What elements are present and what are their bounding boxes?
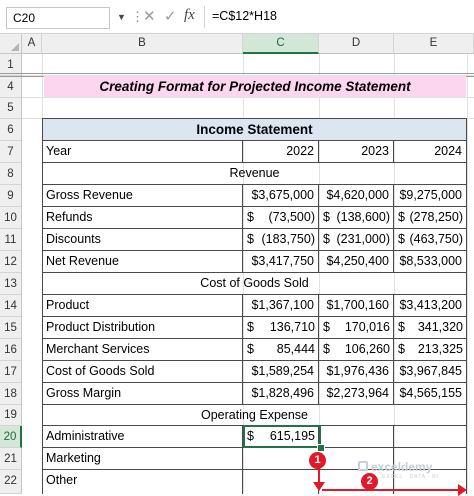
currency-symbol: $ [247, 320, 254, 334]
year-2024[interactable]: 2024 [394, 141, 467, 163]
product-distribution-2022[interactable] [243, 317, 319, 339]
table-header[interactable]: Income Statement [43, 119, 467, 141]
row-header-16[interactable]: 16 [0, 339, 22, 361]
more-options-icon: ⋮ [131, 9, 143, 24]
column-header-c[interactable]: C [243, 34, 319, 54]
product-2023[interactable]: $1,700,160 [319, 295, 394, 317]
active-cell-selection [243, 425, 321, 448]
refunds-2023[interactable] [319, 207, 394, 229]
currency-symbol: $ [398, 320, 405, 334]
discounts-2024[interactable] [394, 229, 467, 251]
column-header-b[interactable]: B [42, 34, 243, 54]
cogs-2023[interactable]: $1,976,436 [319, 361, 394, 383]
row-header-20[interactable]: 20 [0, 426, 22, 448]
row-header-5[interactable]: 5 [0, 98, 22, 119]
merchant-services-2022[interactable] [243, 339, 319, 361]
column-header-e[interactable]: E [394, 34, 474, 54]
gross-revenue-2022[interactable]: $3,675,000 [243, 185, 319, 207]
product-distribution-2024[interactable] [394, 317, 467, 339]
cell-value: 341,320 [417, 320, 463, 334]
check-icon[interactable]: ✓ [164, 8, 177, 25]
year-2023[interactable]: 2023 [319, 141, 394, 163]
row-label-cost-of-goods-sold[interactable]: Cost of Goods Sold [43, 361, 243, 383]
merchant-services-2024[interactable] [394, 339, 467, 361]
exceldemy-logo-icon [358, 461, 368, 471]
arrow-right-icon [458, 484, 467, 496]
section-cogs[interactable]: Cost of Goods Sold [43, 273, 467, 295]
formula-bar [0, 0, 474, 34]
row-header-14[interactable]: 14 [0, 295, 22, 317]
merchant-services-2023[interactable] [319, 339, 394, 361]
cell-value: 136,710 [269, 320, 315, 334]
currency-symbol: $ [247, 210, 254, 224]
row-header-10[interactable]: 10 [0, 207, 22, 229]
year-2022[interactable]: 2022 [243, 141, 319, 163]
row-header-8[interactable]: 8 [0, 163, 22, 185]
cogs-2024[interactable]: $3,967,845 [394, 361, 467, 383]
gross-margin-2024[interactable]: $4,565,155 [394, 383, 467, 405]
hidden-rows-indicator [0, 73, 474, 74]
row-header-7[interactable]: 7 [0, 141, 22, 163]
gridline [467, 54, 468, 494]
row-label-marketing[interactable]: Marketing [43, 448, 243, 470]
currency-symbol: $ [247, 342, 254, 356]
product-distribution-2023[interactable] [319, 317, 394, 339]
row-header-17[interactable]: 17 [0, 361, 22, 383]
currency-symbol: $ [323, 210, 330, 224]
row-header-15[interactable]: 15 [0, 317, 22, 339]
cell-value: 615,195 [269, 429, 315, 443]
gross-revenue-2024[interactable]: $9,275,000 [394, 185, 467, 207]
product-2024[interactable]: $3,413,200 [394, 295, 467, 317]
cell-value: (183,750) [261, 232, 315, 246]
row-header-9[interactable]: 9 [0, 185, 22, 207]
row-label-product-distribution[interactable]: Product Distribution [43, 317, 243, 339]
refunds-2022[interactable] [243, 207, 319, 229]
row-label-net-revenue[interactable]: Net Revenue [43, 251, 243, 273]
sheet-title[interactable]: Creating Format for Projected Income Statement [44, 76, 466, 97]
cell-value: (278,250) [409, 210, 463, 224]
row-label-gross-margin[interactable]: Gross Margin [43, 383, 243, 405]
watermark-name: exceldemy [371, 460, 433, 474]
drag-right-arrow-line [322, 489, 462, 491]
formula-input[interactable]: =C$12*H18 [212, 9, 277, 23]
section-operating-expense[interactable]: Operating Expense [43, 405, 467, 426]
name-box[interactable]: C20 [6, 7, 110, 29]
row-label-discounts[interactable]: Discounts [43, 229, 243, 251]
discounts-2023[interactable] [319, 229, 394, 251]
net-revenue-2022[interactable]: $3,417,750 [243, 251, 319, 273]
row-header-18[interactable]: 18 [0, 383, 22, 405]
currency-symbol: $ [247, 232, 254, 246]
row-header-11[interactable]: 11 [0, 229, 22, 251]
marketing-2022[interactable] [243, 448, 319, 470]
cell-value: (463,750) [409, 232, 463, 246]
administrative-2024[interactable] [394, 426, 467, 448]
row-label-refunds[interactable]: Refunds [43, 207, 243, 229]
row-label-product[interactable]: Product [43, 295, 243, 317]
cogs-2022[interactable]: $1,589,254 [243, 361, 319, 383]
cell-value: (231,000) [336, 232, 390, 246]
other-2022[interactable] [243, 470, 319, 494]
net-revenue-2023[interactable]: $4,250,400 [319, 251, 394, 273]
row-header-19[interactable]: 19 [0, 405, 22, 426]
currency-symbol: $ [398, 232, 405, 246]
column-header-a[interactable]: A [22, 34, 42, 54]
currency-symbol: $ [247, 429, 254, 443]
row-header-13[interactable]: 13 [0, 273, 22, 295]
formula-bar-divider [204, 6, 205, 28]
year-label[interactable]: Year [43, 141, 243, 163]
insert-function-button[interactable]: fx [184, 7, 195, 23]
section-revenue[interactable]: Revenue [43, 163, 467, 185]
select-all-button[interactable] [0, 34, 22, 54]
row-header-6[interactable]: 6 [0, 119, 22, 141]
gross-margin-2023[interactable]: $2,273,964 [319, 383, 394, 405]
gross-revenue-2023[interactable]: $4,620,000 [319, 185, 394, 207]
row-header-12[interactable]: 12 [0, 251, 22, 273]
product-2022[interactable]: $1,367,100 [243, 295, 319, 317]
net-revenue-2024[interactable]: $8,533,000 [394, 251, 467, 273]
column-header-d[interactable]: D [319, 34, 394, 54]
watermark-tagline: EXCEL · DATA · BI [382, 474, 439, 480]
row-label-other[interactable]: Other [43, 470, 243, 494]
step-marker-2: 2 [361, 473, 378, 490]
gridline [22, 97, 474, 98]
cell-value: (73,500) [268, 210, 315, 224]
row-header-1[interactable]: 1 [0, 54, 22, 76]
currency-symbol: $ [323, 232, 330, 246]
refunds-2024[interactable] [394, 207, 467, 229]
currency-symbol: $ [398, 210, 405, 224]
cell-value: 85,444 [276, 342, 315, 356]
cell-value: 213,325 [417, 342, 463, 356]
cell-value: (138,600) [336, 210, 390, 224]
gross-margin-2022[interactable]: $1,828,496 [243, 383, 319, 405]
currency-symbol: $ [323, 342, 330, 356]
administrative-2023[interactable] [319, 426, 394, 448]
currency-symbol: $ [323, 320, 330, 334]
row-header-21[interactable]: 21 [0, 448, 22, 470]
row-label-merchant-services[interactable]: Merchant Services [43, 339, 243, 361]
row-label-gross-revenue[interactable]: Gross Revenue [43, 185, 243, 207]
name-box-dropdown-icon[interactable]: ▼ [117, 12, 126, 22]
select-all-icon [11, 43, 19, 51]
row-header-22[interactable]: 22 [0, 470, 22, 494]
cell-value: 170,016 [344, 320, 390, 334]
fill-handle[interactable] [317, 444, 325, 452]
cell-value: 106,260 [344, 342, 390, 356]
step-marker-1: 1 [309, 452, 326, 469]
close-icon[interactable]: ✕ [143, 8, 156, 25]
row-header-4[interactable]: 4 [0, 77, 22, 98]
row-label-administrative[interactable]: Administrative [43, 426, 243, 448]
discounts-2022[interactable] [243, 229, 319, 251]
currency-symbol: $ [398, 342, 405, 356]
